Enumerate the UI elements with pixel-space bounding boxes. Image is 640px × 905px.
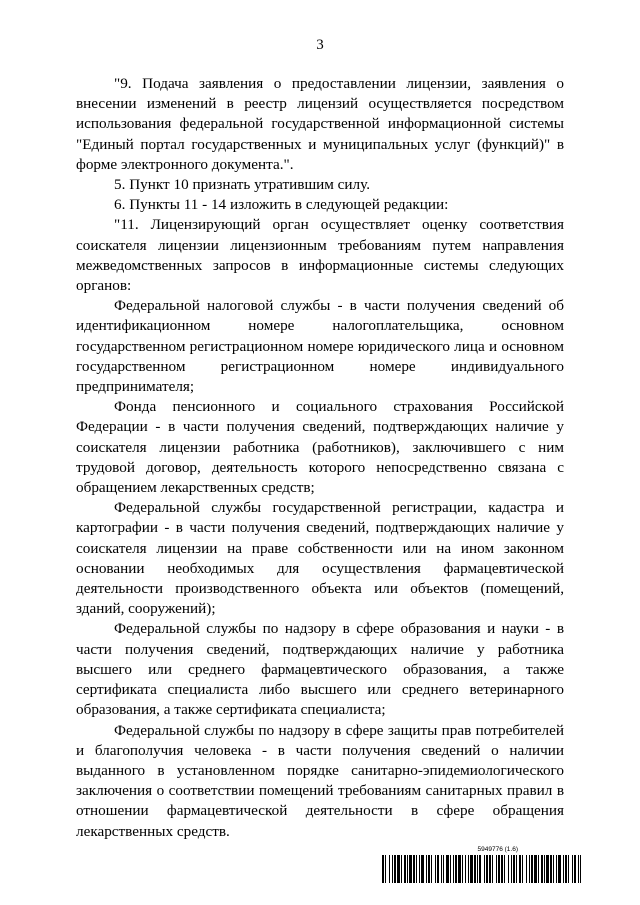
page-number: 3 — [316, 37, 324, 53]
document-body — [76, 74, 564, 842]
paragraph-pension-fund: Фонда пенсионного и социального страхования Российской Федерации - в части получения сведений, подтверждающих наличие у соискателя лицензии работника (работников), заключившего с ним трудовой договор, деятельность которого непосредственно связана с обращением лекарственных средств; — [76, 398, 564, 497]
paragraph-item-9: "9. Подача заявления о предоставлении лицензии, заявления о внесении изменений в реестр лицензий осуществляется посредством использования федеральной государственной информационной системы "Единый портал государственных и муниципальных услуг (функций)" в форме электронного документа.". — [76, 75, 564, 173]
paragraph-item-6: 6. Пункты 11 - 14 изложить в следующей редакции: — [114, 196, 449, 214]
barcode-block — [382, 846, 582, 883]
paragraph-education-service: Федеральной службы по надзору в сфере образования и науки - в части получения сведений, подтверждающих наличие у работника высшего или среднего фармацевтического образования, а также сертификата специалиста либо высшего или среднего ветеринарного образования, а также сертификата специалиста; — [76, 620, 564, 719]
paragraph-item-5: 5. Пункт 10 признать утратившим силу. — [114, 176, 370, 194]
paragraph-item-11: "11. Лицензирующий орган осуществляет оценку соответствия соискателя лицензии лицензионным требованиям путем направления межведомственных запросов в информационные системы следующих органов: — [76, 216, 564, 295]
paragraph-registration-service: Федеральной службы государственной регистрации, кадастра и картографии - в части получения сведений, подтверждающих наличие у соискателя лицензии на праве собственности или на ином законном основании необходимых для осуществления фармацевтической деятельности производственного объекта или объектов (помещений, зданий, сооружений); — [76, 499, 564, 618]
paragraph-consumer-service: Федеральной службы по надзору в сфере защиты прав потребителей и благополучия человека - в части получения сведений о наличии выданного в установленном порядке санитарно-эпидемиологического заключения о соответствии помещений требованиям санитарных правил в отношении фармацевтической деятельности в сфере обращения лекарственных средств. — [76, 721, 564, 840]
paragraph-tax-service: Федеральной налоговой службы - в части получения сведений об идентификационном номере налогоплательщика, основном государственном регистрационном номере юридического лица и основном государственном регистрационном номере индивидуального предпринимателя; — [76, 297, 564, 396]
barcode-image — [382, 855, 582, 883]
barcode-code: 5949776 (1.6) — [477, 846, 518, 853]
